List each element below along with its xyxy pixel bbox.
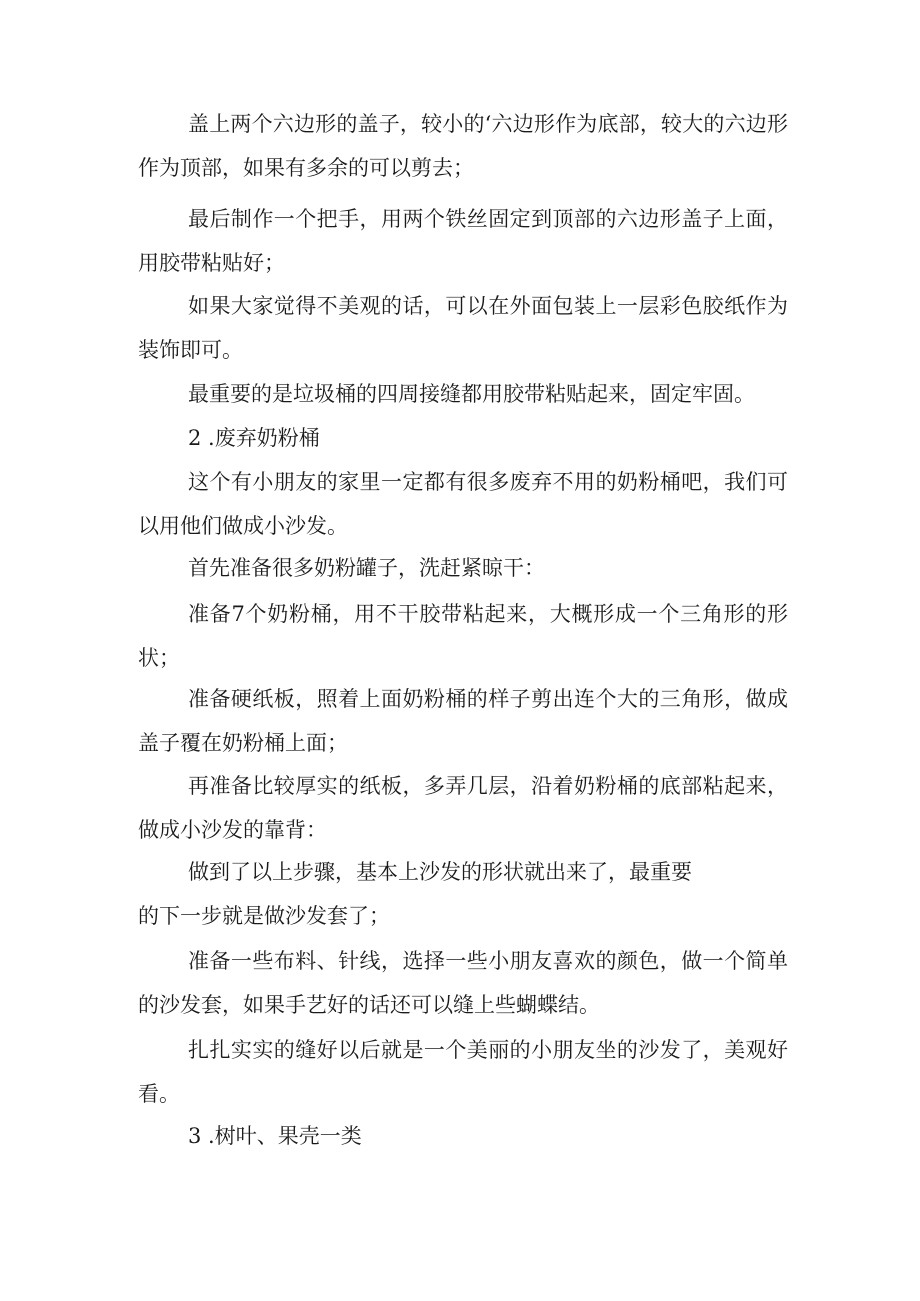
paragraph-seams: 最重要的是垃圾桶的四周接缝都用胶带粘贴起来，固定牢固。 — [188, 382, 755, 406]
paragraph-prepare-cans: 首先准备很多奶粉罐子，洗赶紧晾干： — [188, 556, 545, 580]
paragraph-decoration: 如果大家觉得不美观的话，可以在外面包装上一层彩色胶纸作为装饰即可。 — [138, 294, 788, 362]
paragraph-sofa-shape-line2: 的下一步就是做沙发套了； — [138, 904, 390, 928]
paragraph-sofa-cover: 准备一些布料、针线，选择一些小朋友喜欢的颜色，做一个简单的沙发套，如果手艺好的话还可以缝上些蝴蝶结。 — [138, 949, 788, 1017]
section-heading-leaves-shells: 3 .树叶、果壳一类 — [188, 1124, 362, 1148]
paragraph-milk-intro: 这个有小朋友的家里一定都有很多废弃不用的奶粉桶吧，我们可以用他们做成小沙发。 — [138, 470, 788, 538]
paragraph-lid: 盖上两个六边形的盖子，较小的‘六边形作为底部，较大的六边形作为顶部，如果有多余的可以剪去； — [138, 112, 788, 180]
paragraph-seven-buckets: 准备7个奶粉桶，用不干胶带粘起来，大概形成一个三角形的形状； — [138, 602, 788, 670]
paragraph-sofa-shape-line1: 做到了以上步骤，基本上沙发的形状就出来了，最重要 — [188, 860, 692, 884]
paragraph-finished-sofa: 扎扎实实的缝好以后就是一个美丽的小朋友坐的沙发了，美观好看。 — [138, 1038, 788, 1106]
paragraph-backrest: 再准备比较厚实的纸板，多弄几层，沿着奶粉桶的底部粘起来，做成小沙发的靠背： — [138, 774, 788, 842]
paragraph-cardboard-lid: 准备硬纸板，照着上面奶粉桶的样子剪出连个大的三角形，做成盖子覆在奶粉桶上面； — [138, 687, 788, 755]
section-heading-milk-bucket: 2 .废弃奶粉桶 — [188, 426, 320, 450]
paragraph-handle: 最后制作一个把手，用两个铁丝固定到顶部的六边形盖子上面，用胶带粘贴好； — [138, 207, 788, 275]
